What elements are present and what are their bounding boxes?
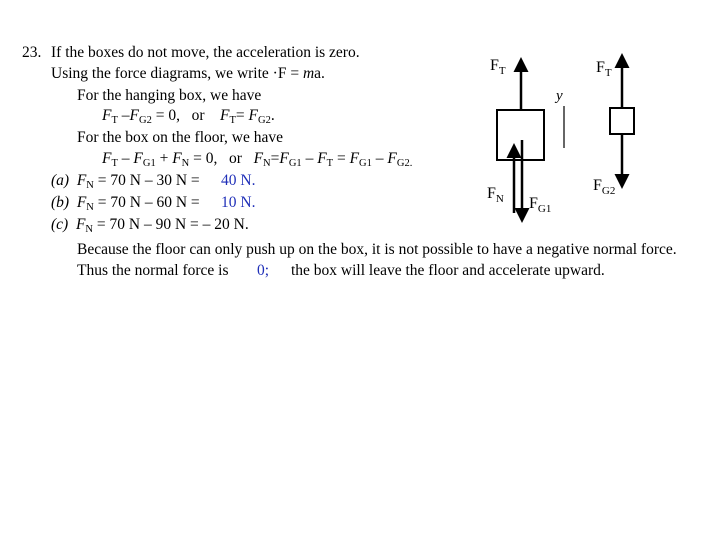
tension-label-right: $F_T$ (596, 59, 612, 79)
normal-force-answer: 0; (257, 262, 270, 279)
problem-statement: If the boxes do not move, the acceleration is zero. (51, 44, 360, 61)
conclusion-line-1: Because the floor can only push up on the box, it is not possible to have a negative normal force. (77, 241, 677, 258)
tension-label-left: $F_T$ (490, 57, 506, 77)
hanging-box-intro: For the hanging box, we have (77, 87, 262, 104)
hanging-box (610, 108, 634, 134)
hanging-box-equation: FT –FG2 = 0, or FT= FG2. (102, 107, 275, 126)
force-diagram-intro: Using the force diagrams, we write ·F = ma. (51, 65, 325, 82)
floor-box-equation: FT – FG1 + FN = 0, or FN=FG1 – FT = FG1 – FG2. (102, 150, 413, 169)
part-b-answer: 10 N. (221, 194, 256, 211)
part-a-equation: (a) FN = 70 N – 30 N = (51, 172, 200, 191)
floor-box (497, 110, 544, 160)
normal-force-label: $F_N$ (487, 185, 504, 205)
part-b-equation: (b) FN = 70 N – 60 N = (51, 194, 200, 213)
part-a-answer: 40 N. (221, 172, 256, 189)
gravity-label-g2: $F_{G2}$ (593, 177, 616, 197)
conclusion-line-2-lead: Thus the normal force is (77, 262, 229, 279)
conclusion-line-2-tail: the box will leave the floor and accelerate upward. (291, 262, 605, 279)
y-axis-label: y (556, 88, 563, 104)
part-c-equation: (c) FN = 70 N – 90 N = – 20 N. (51, 216, 249, 235)
problem-number: 23. (22, 44, 42, 61)
force-diagrams (480, 48, 650, 228)
gravity-label-g1: $F_{G1}$ (529, 195, 552, 215)
floor-box-intro: For the box on the floor, we have (77, 129, 283, 146)
